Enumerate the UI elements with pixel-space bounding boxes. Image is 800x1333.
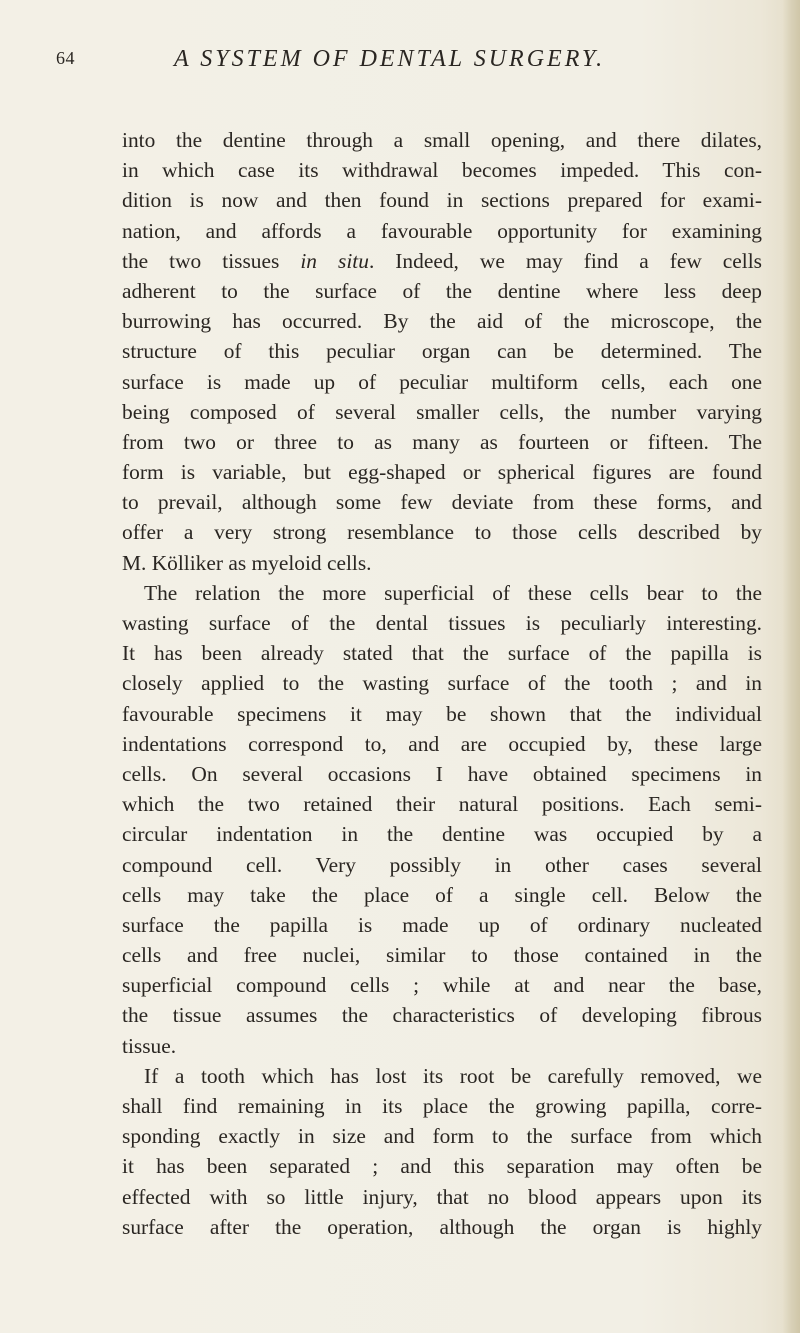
text-line: favourable specimens it may be shown that the individual	[122, 701, 762, 726]
text-line: indentations correspond to, and are occupied by, these large	[122, 731, 762, 756]
text-line: closely applied to the wasting surface of the tooth ; and in	[122, 671, 762, 696]
page-number: 64	[56, 48, 75, 68]
text-line: dition is now and then found in sections prepared for exami-	[122, 188, 762, 213]
text-line: it has been separated ; and this separation may often be	[122, 1154, 762, 1179]
text-line: If a tooth which has lost its root be carefully removed, we	[144, 1063, 762, 1088]
text-line: superficial compound cells ; while at and near the base,	[122, 973, 762, 998]
text-line: from two or three to as many as fourteen or fifteen. The	[122, 429, 762, 454]
text-line: tissue.	[122, 1033, 177, 1058]
text-line: which the two retained their natural positions. Each semi-	[122, 792, 762, 817]
text-line: surface is made up of peculiar multiform cells, each one	[122, 369, 762, 394]
text-line: cells may take the place of a single cell. Below the	[122, 882, 762, 907]
text-line: compound cell. Very possibly in other cases several	[122, 852, 762, 877]
text-line: The relation the more superficial of these cells bear to the	[144, 580, 762, 605]
text-line: sponding exactly in size and form to the surface from which	[122, 1124, 762, 1149]
text-line: shall find remaining in its place the growing papilla, corre-	[122, 1094, 762, 1118]
text-line: being composed of several smaller cells, the number varying	[122, 399, 762, 424]
text-line: effected with so little injury, that no blood appears upon its	[122, 1184, 762, 1209]
text-line: offer a very strong resemblance to those cells described by	[122, 520, 762, 545]
italic-term: in situ	[300, 248, 369, 273]
text-line: into the dentine through a small opening, and there dilates,	[122, 128, 762, 152]
text-line: in which case its withdrawal becomes impeded. This con-	[122, 158, 762, 183]
text-line: cells. On several occasions I have obtained specimens in	[122, 761, 762, 786]
text-line: the tissue assumes the characteristics of developing fibrous	[122, 1003, 762, 1028]
page-edge	[782, 0, 800, 1333]
text-line: wasting surface of the dental tissues is peculiarly interesting.	[122, 611, 762, 635]
running-head	[56, 48, 736, 78]
text-line: circular indentation in the dentine was occupied by a	[122, 822, 762, 847]
running-title: A SYSTEM OF DENTAL SURGERY.	[174, 46, 606, 72]
text-line: structure of this peculiar organ can be determined. The	[122, 339, 762, 364]
text-line: nation, and affords a favourable opportunity for examining	[122, 218, 762, 243]
body-text	[122, 125, 762, 1242]
text-line: adherent to the surface of the dentine where less deep	[122, 278, 762, 303]
text-line: surface after the operation, although the organ is highly	[122, 1214, 762, 1239]
text-line: burrowing has occurred. By the aid of the microscope, the	[122, 309, 762, 334]
text-line: form is variable, but egg-shaped or spherical figures are found	[122, 460, 762, 485]
text-line: the two tissues in situ. Indeed, we may find a few cells	[122, 248, 763, 273]
text-line: M. Kölliker as myeloid cells.	[122, 550, 372, 575]
text-line: It has been already stated that the surface of the papilla is	[122, 641, 762, 666]
text-line: surface the papilla is made up of ordinary nucleated	[122, 912, 762, 937]
text-line: to prevail, although some few deviate from these forms, and	[122, 490, 762, 515]
text-line: cells and free nuclei, similar to those contained in the	[122, 943, 762, 968]
